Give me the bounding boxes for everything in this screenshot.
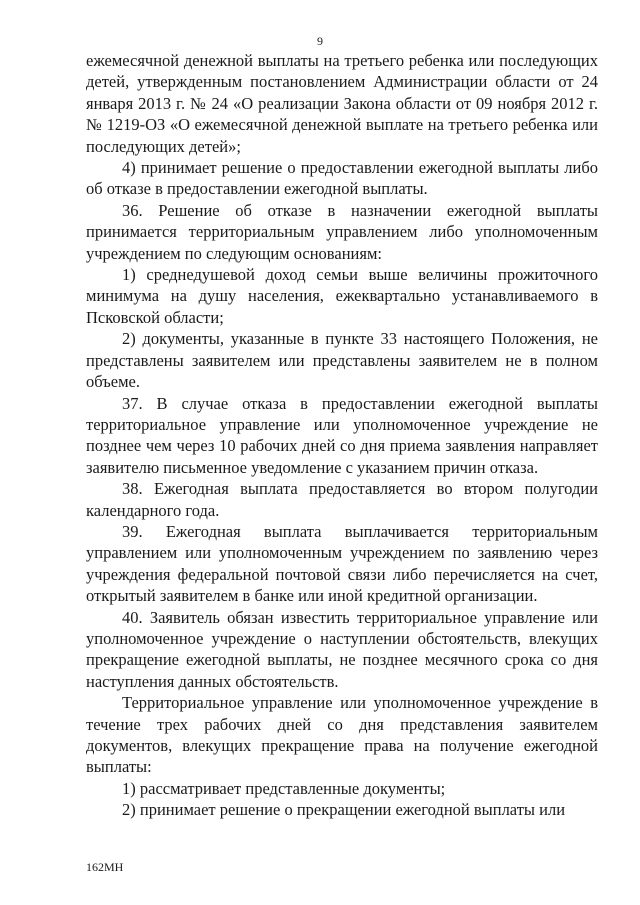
paragraph-40-item-2: 2) принимает решение о прекращении ежегодной выплаты или — [122, 800, 566, 820]
paragraph-36-item-1: 1) среднедушевой доход семьи выше величины прожиточного минимума на душу населения, ежеквартально устанавливаемого в Псковской области; — [86, 265, 598, 327]
paragraph-37: 37. В случае отказа в предоставлении ежегодной выплаты территориальное управление или уполномоченное учреждение не позднее чем через 10 рабочих дней со дня приема заявления направляет заявителю письменное уведомление с указанием причин отказа. — [86, 393, 598, 477]
page-number: 9 — [317, 34, 323, 48]
paragraph-40: 40. Заявитель обязан известить территориальное управление или уполномоченное учреждение о наступлении обстоятельств, влекущих прекращение ежегодной выплаты, не позднее месячного срока со дня наступления данных обстоятельств. — [86, 607, 598, 691]
paragraph-38: 38. Ежегодная выплата предоставляется во втором полугодии календарного года. — [86, 479, 598, 520]
document-code: 162МН — [86, 860, 124, 874]
paragraph-36-item-2: 2) документы, указанные в пункте 33 настоящего Положения, не представлены заявителем или представлены заявителем не в полном объеме. — [86, 329, 598, 392]
document-body — [86, 50, 598, 821]
paragraph-40-item-1: 1) рассматривает представленные документы; — [122, 778, 446, 798]
paragraph-39: 39. Ежегодная выплата выплачивается территориальным управлением или уполномоченным учреждением по заявлению через учреждения федеральной почтовой связи либо перечисляется на счет, открытый заявителем в банке или иной кредитной организации. — [86, 521, 598, 606]
paragraph-40-continued: Территориальное управление или уполномоченное учреждение в течение трех рабочих дней со дня представления заявителем документов, влекущих прекращение права на получение ежегодной выплаты: — [86, 693, 598, 777]
paragraph-continuation: ежемесячной денежной выплаты на третьего ребенка или последующих детей, утвержденным постановлением Администрации области от 24 января 2013 г. № 24 «О реализации Закона области от 09 ноября 2012 г. № 1219-ОЗ «О ежемесячной денежной выплате на третьего ребенка или последующих детей»; — [86, 51, 598, 156]
paragraph-36: 36. Решение об отказе в назначении ежегодной выплаты принимается территориальным управлением либо уполномоченным учреждением по следующим основаниям: — [86, 200, 598, 263]
paragraph-item-4: 4) принимает решение о предоставлении ежегодной выплаты либо об отказе в предоставлении ежегодной выплаты. — [86, 158, 598, 199]
